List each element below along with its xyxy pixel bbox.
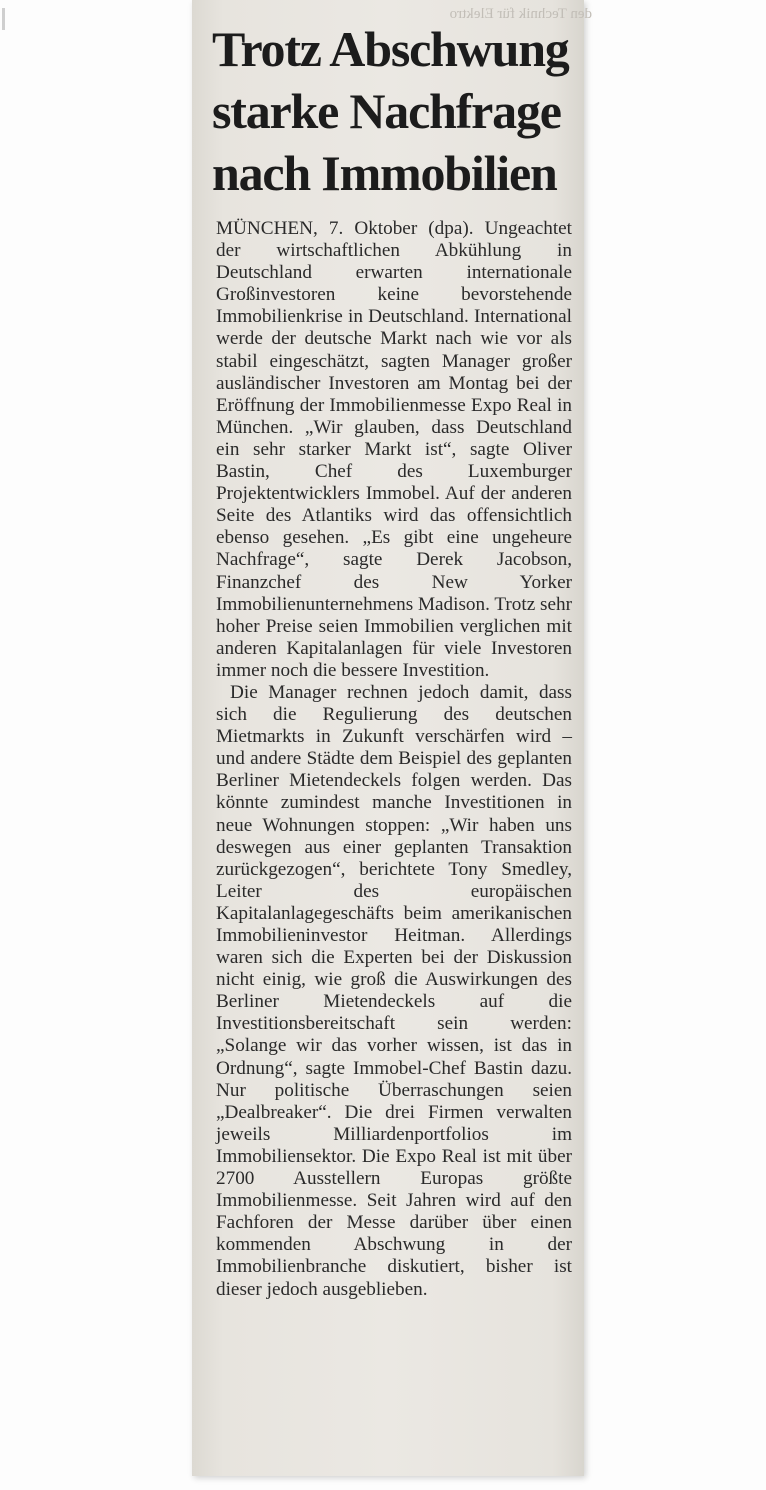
newspaper-clipping [192,0,592,1476]
bleed-through-text: den Technik für Elektro [449,6,592,22]
headline-line-2: starke Nachfrage [212,83,561,139]
article-paragraph-1: MÜNCHEN, 7. Oktober (dpa). Ungeachtet der wirtschaftlichen Abkühlung in Deutschland erwarten internationale Großinvestoren keine bevorstehende Immobilienkrise in Deutschland. International werde der deutsche Markt nach wie vor als stabil eingeschätzt, sagten Manager großer ausländischer Investoren am Montag bei der Eröffnung der Immobilienmesse Expo Real in München. „Wir glauben, dass Deutschland ein sehr starker Markt ist“, sagte Oliver Bastin, Chef des Luxemburger Projektentwicklers Immobel. Auf der anderen Seite des Atlantiks wird das offensichtlich ebenso gesehen. „Es gibt eine ungeheure Nachfrage“, sagte Derek Jacobson, Finanzchef des New Yorker Immobilienunternehmens Madison. Trotz sehr hoher Preise seien Immobilien verglichen mit anderen Kapitalanlagen für viele Investoren immer noch die bessere Investition. [216,218,572,681]
headline-line-3: nach Immobilien [212,145,557,201]
article-paragraph-2: Die Manager rechnen jedoch damit, dass sich die Regulierung des deutschen Mietmarkts in Zukunft verschärfen wird – und andere Städte dem Beispiel des geplanten Berliner Mietendeckels folgen werden. Das könnte zumindest manche Investitionen in neue Wohnungen stoppen: „Wir haben uns deswegen aus einer geplanten Transaktion zurückgezogen“, berichtete Tony Smedley, Leiter des europäischen Kapitalanlagegeschäfts beim amerikanischen Immobilieninvestor Heitman. Allerdings waren sich die Experten bei der Diskussion nicht einig, wie groß die Auswirkungen des Berliner Mietendeckels auf die Investitionsbereitschaft sein werden: „Solange wir das vorher wissen, ist das in Ordnung“, sagte Immobel-Chef Bastin dazu. Nur politische Überraschungen seien „Dealbreaker“. Die drei Firmen verwalten jeweils Milliardenportfolios im Immobiliensektor. Die Expo Real ist mit über 2700 Ausstellern Europas größte Immobilienmesse. Seit Jahren wird auf den Fachforen der Messe darüber über einen kommenden Abschwung in der Immobilienbranche diskutiert, bisher ist dieser jedoch ausgeblieben. [216,681,572,1300]
page-edge-mark [2,8,5,30]
headline [212,18,582,204]
article-body [216,218,572,1301]
headline-line-1: Trotz Abschwung [212,21,569,77]
